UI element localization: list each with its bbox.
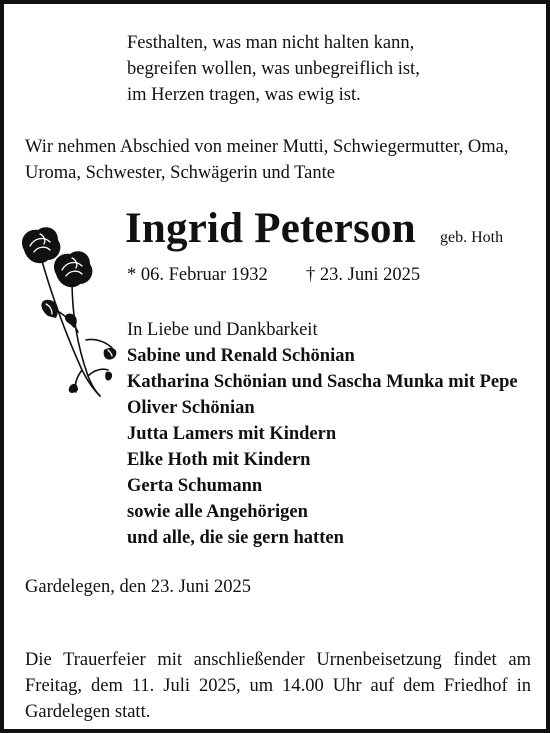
- mourner-line: und alle, die sie gern hatten: [127, 528, 344, 548]
- poem-line-1: Festhalten, was man nicht halten kann,: [127, 33, 415, 53]
- rose-icon: [16, 220, 120, 398]
- mourner-line: Oliver Schönian: [127, 398, 255, 418]
- death-date: † 23. Juni 2025: [306, 265, 421, 285]
- birth-name: geb. Hoth: [440, 229, 504, 246]
- mourner-line: Elke Hoth mit Kindern: [127, 450, 311, 470]
- poem-line-3: im Herzen tragen, was ewig ist.: [127, 85, 361, 105]
- intro-line-2: Uroma, Schwester, Schwägerin und Tante: [25, 163, 335, 183]
- deceased-name: Ingrid Peterson: [125, 205, 416, 252]
- poem-line-2: begreifen wollen, was unbegreiflich ist,: [127, 59, 420, 79]
- mourner-line: Jutta Lamers mit Kindern: [127, 424, 337, 444]
- mourner-line: Sabine und Renald Schönian: [127, 346, 355, 366]
- mourner-line: Katharina Schönian und Sascha Munka mit Pepe: [127, 372, 518, 392]
- intro-line-1: Wir nehmen Abschied von meiner Mutti, Schwiegermutter, Oma,: [25, 137, 509, 157]
- mourner-line: Gerta Schumann: [127, 476, 263, 496]
- funeral-notice: Die Trauerfeier mit anschließender Urnenbeisetzung findet am Freitag, dem 11. Juli 2025, um 14.00 Uhr auf dem Friedhof in Gardelegen statt.: [25, 649, 531, 722]
- birth-date: * 06. Februar 1932: [127, 265, 268, 285]
- mourners-intro: In Liebe und Dankbarkeit: [127, 320, 318, 340]
- mourner-line: sowie alle Angehörigen: [127, 502, 308, 522]
- place-date: Gardelegen, den 23. Juni 2025: [25, 577, 252, 597]
